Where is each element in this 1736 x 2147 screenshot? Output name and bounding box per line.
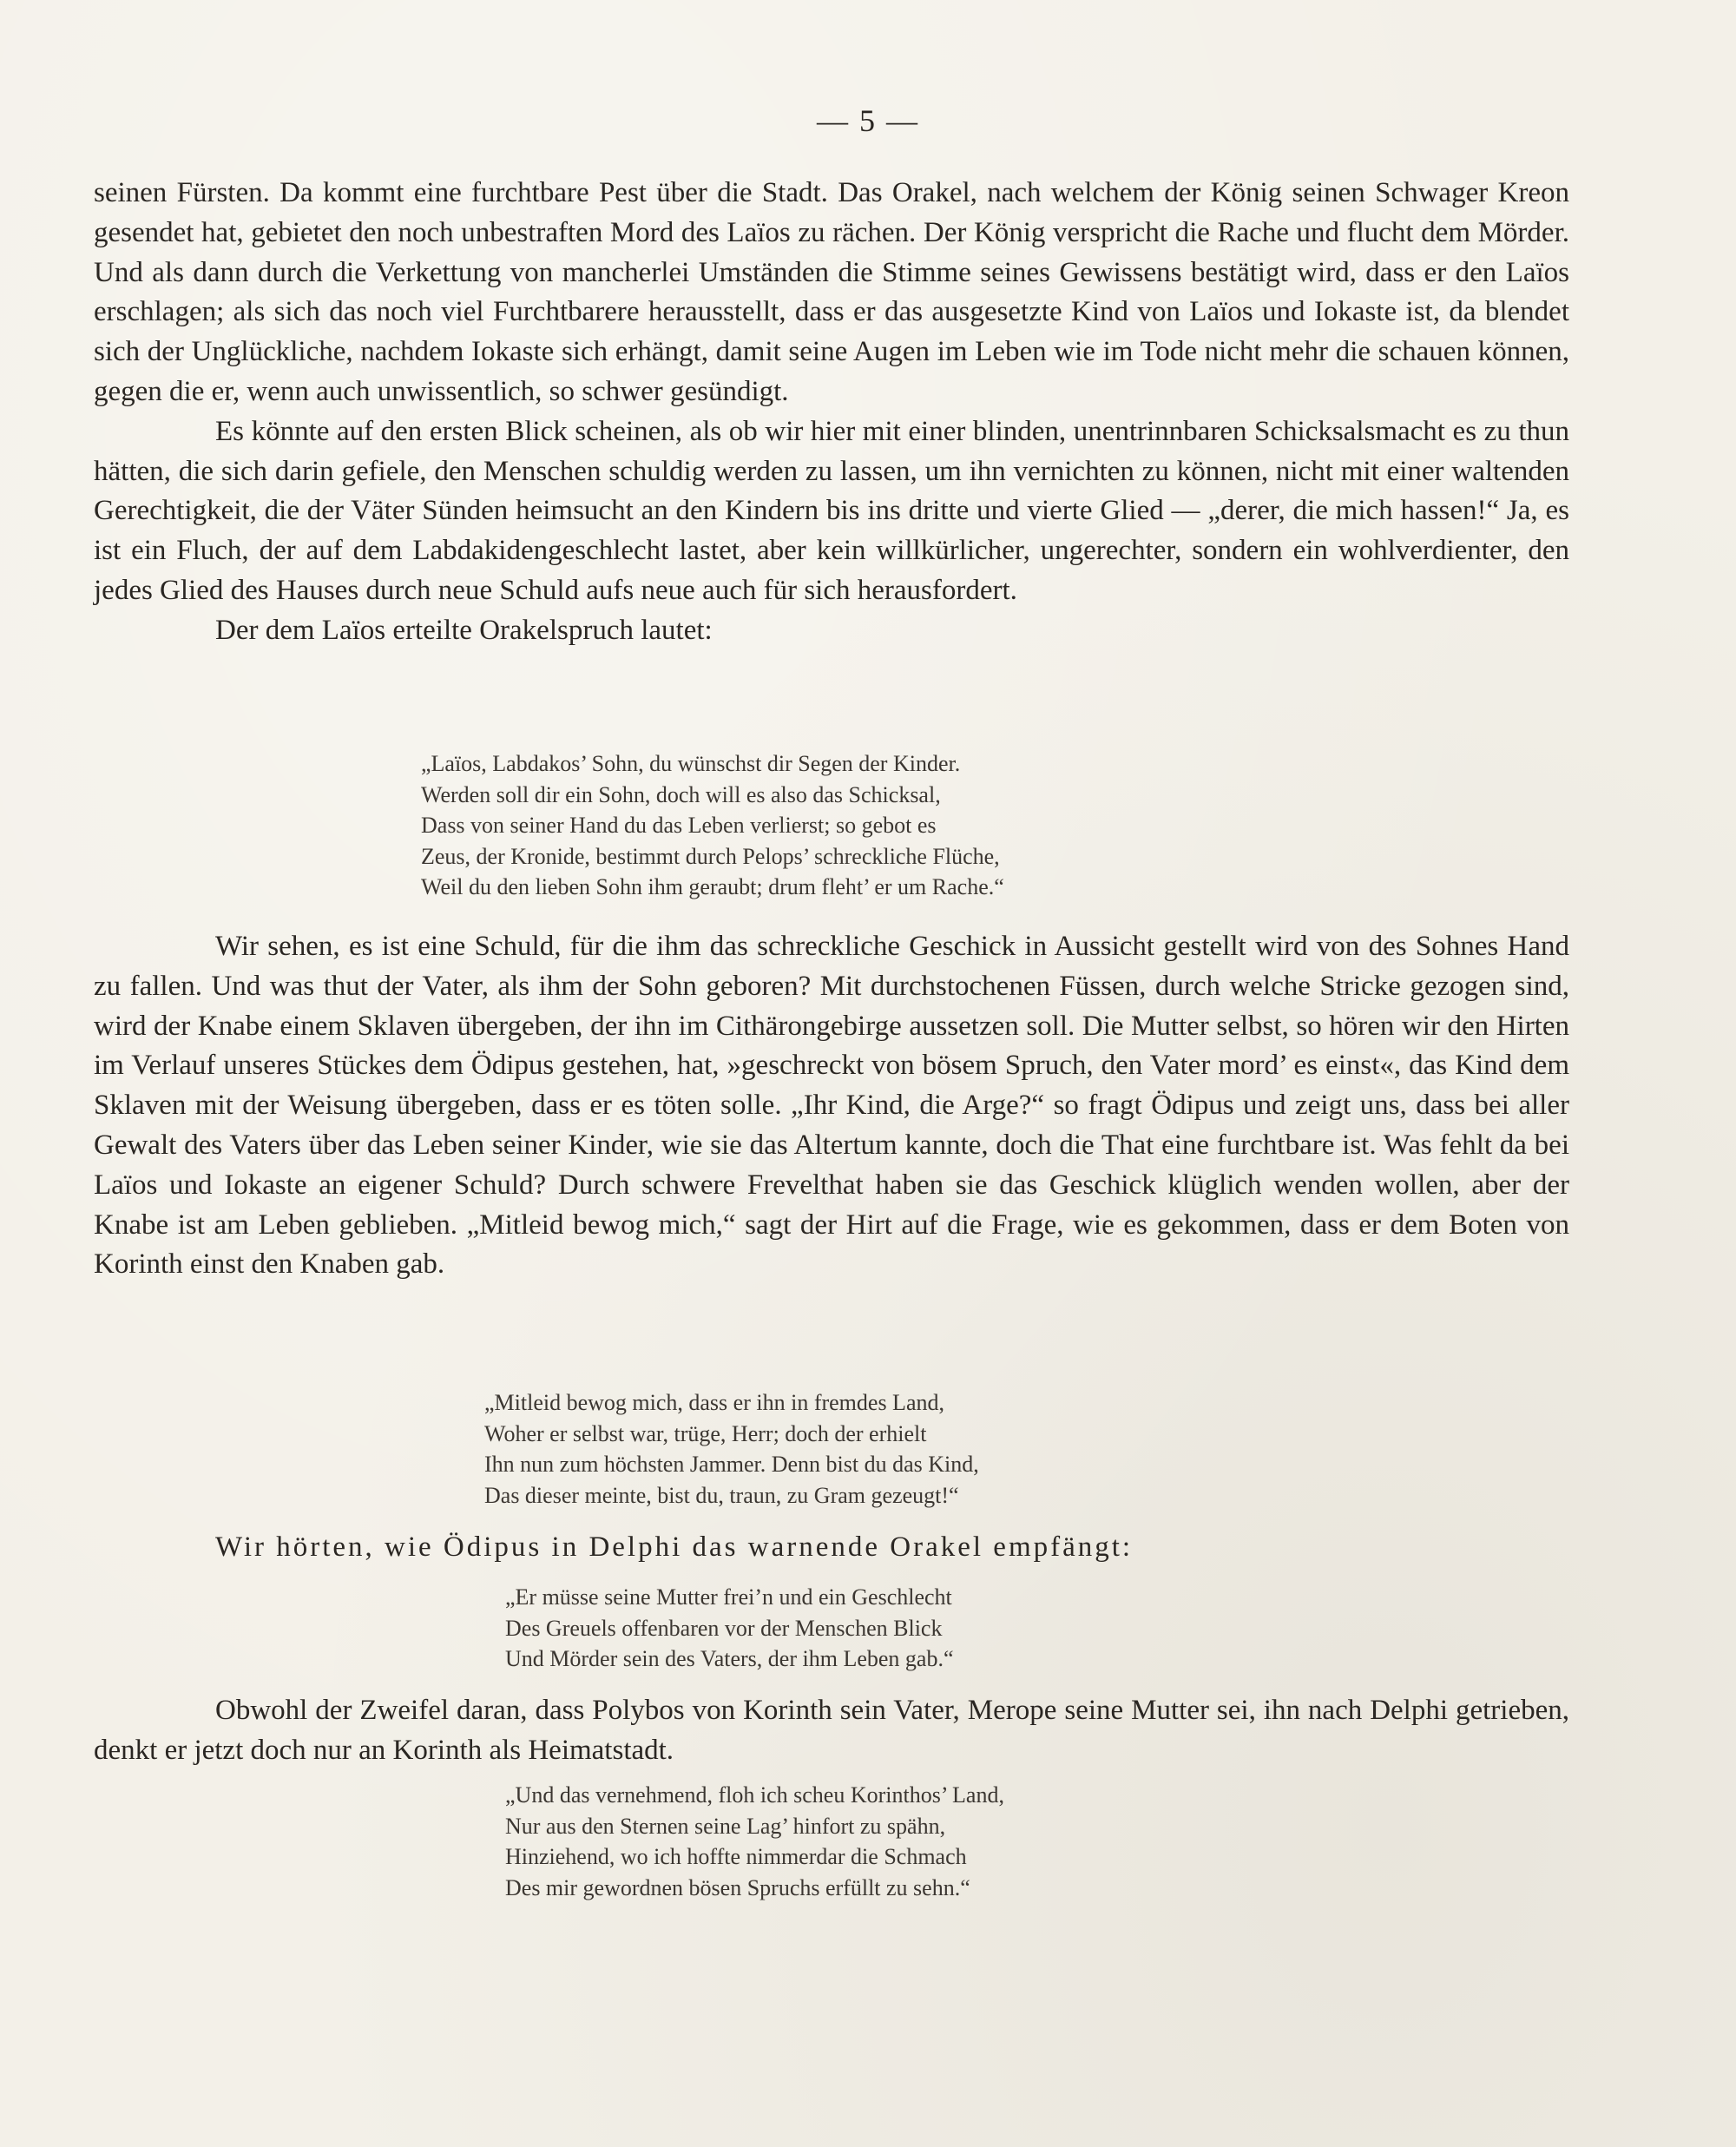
verse-line: „Mitleid bewog mich, dass er ihn in fremdes Land, xyxy=(484,1390,944,1415)
text-block-2 xyxy=(94,927,1569,1285)
paragraph: seinen Fürsten. Da kommt eine furchtbare Pest über die Stadt. Das Orakel, nach welchem der König seinen Schwager Kreon gesendet hat, gebietet den noch unbestraften Mord des Laïos zu rächen. Der König verspricht die Rache und flucht dem Mörder. Und als dann durch die Verkettung von mancherlei Umständen die Stimme seines Gewissens bestätigt wird, dass er den Laïos erschlagen; als sich das noch viel Furchtbarere herausstellt, dass er das ausgesetzte Kind von Laïos und Iokaste ist, da blendet sich der Unglückliche, nachdem Iokaste sich erhängt, damit seine Augen im Leben wie im Tode nicht mehr die schauen können, gegen die er, wenn auch unwissentlich, so schwer gesündigt. xyxy=(94,177,1569,407)
verse-line: Des mir gewordnen bösen Spruchs erfüllt zu sehn.“ xyxy=(505,1874,970,1900)
verse-quote-3 xyxy=(505,1582,953,1675)
page-number: — 5 — xyxy=(817,103,919,138)
verse-line: Werden soll dir ein Sohn, doch will es also das Schicksal, xyxy=(421,781,941,807)
verse-line: Woher er selbst war, trüge, Herr; doch der erhielt xyxy=(484,1420,927,1446)
paragraph: Wir hörten, wie Ödipus in Delphi das warnende Orakel empfängt: xyxy=(215,1531,1134,1563)
verse-line: Dass von seiner Hand du das Leben verlierst; so gebot es xyxy=(421,813,937,838)
paragraph: Es könnte auf den ersten Blick scheinen, als ob wir hier mit einer blinden, unentrinnbaren Schicksalsmacht es zu thun hätten, die sich darin gefiele, den Menschen schuldig werden zu lassen, um ihn vernichten zu können, nicht mit einer waltenden Gerechtigkeit, die der Väter Sünden heimsucht an den Kindern bis ins dritte und vierte Glied — „derer, die mich hassen!“ Ja, es ist ein Fluch, der auf dem Labdakidengeschlecht lastet, aber kein willkürlicher, ungerechter, sondern ein wohlverdienter, den jedes Glied des Hauses durch neue Schuld aufs neue auch für sich herausfordert. xyxy=(94,415,1569,606)
paragraph: Wir sehen, es ist eine Schuld, für die ihm das schreckliche Geschick in Aussicht gestellt wird von des Sohnes Hand zu fallen. Und was thut der Vater, als ihm der Sohn geboren? Mit durchstochenen Füssen, durch welche Stricke gezogen sind, wird der Knabe einem Sklaven übergeben, der ihn im Cithärongebirge aussetzen soll. Die Mutter selbst, so hören wir den Hirten im Verlauf unseres Stückes dem Ödipus gestehen, hat, »geschreckt von bösem Spruch, den Vater mord’ es einst«, das Kind dem Sklaven mit der Weisung übergeben, dass er es töten solle. „Ihr Kind, die Arge?“ so fragt Ödipus und zeigt uns, dass bei aller Gewalt des Vaters über das Leben seiner Kinder, wie sie das Altertum kannte, doch die That eine furchtbare ist. Was fehlt da bei Laïos und Iokaste an eigener Schuld? Durch schwere Frevelthat haben sie das Geschick klüglich wenden wollen, aber der Knabe ist am Leben geblieben. „Mitleid bewog mich,“ sagt der Hirt auf die Frage, wie es gekommen, dass er dem Boten von Korinth einst den Knaben gab. xyxy=(94,931,1569,1281)
text-block-3 xyxy=(94,1528,1569,1568)
verse-line: Zeus, der Kronide, bestimmt durch Pelops’ schreckliche Flüche, xyxy=(421,843,1000,869)
text-block-4 xyxy=(94,1691,1569,1771)
verse-line: „Er müsse seine Mutter frei’n und ein Geschlecht xyxy=(505,1584,952,1610)
verse-line: „Laïos, Labdakos’ Sohn, du wünschst dir Segen der Kinder. xyxy=(421,751,961,776)
verse-line: Das dieser meinte, bist du, traun, zu Gram gezeugt!“ xyxy=(484,1482,959,1508)
paragraph: Der dem Laïos erteilte Orakelspruch lautet: xyxy=(215,614,713,646)
verse-line: Des Greuels offenbaren vor der Menschen Blick xyxy=(505,1615,943,1641)
paragraph: Obwohl der Zweifel daran, dass Polybos von Korinth sein Vater, Merope seine Mutter sei, ihn nach Delphi getrieben, denkt er jetzt doch nur an Korinth als Heimatstadt. xyxy=(94,1695,1569,1766)
verse-quote-4 xyxy=(505,1780,1004,1903)
verse-line: „Und das vernehmend, floh ich scheu Korinthos’ Land, xyxy=(505,1782,1004,1808)
verse-line: Hinziehend, wo ich hoffte nimmerdar die Schmach xyxy=(505,1844,967,1869)
text-block-1 xyxy=(94,174,1569,651)
verse-quote-1 xyxy=(421,748,1004,903)
verse-line: Ihn nun zum höchsten Jammer. Denn bist du das Kind, xyxy=(484,1452,979,1477)
verse-line: Weil du den lieben Sohn ihm geraubt; drum fleht’ er um Rache.“ xyxy=(421,874,1004,899)
verse-quote-2 xyxy=(484,1387,979,1511)
verse-line: Nur aus den Sternen seine Lag’ hinfort zu spähn, xyxy=(505,1813,946,1839)
verse-line: Und Mörder sein des Vaters, der ihm Leben gab.“ xyxy=(505,1646,954,1671)
